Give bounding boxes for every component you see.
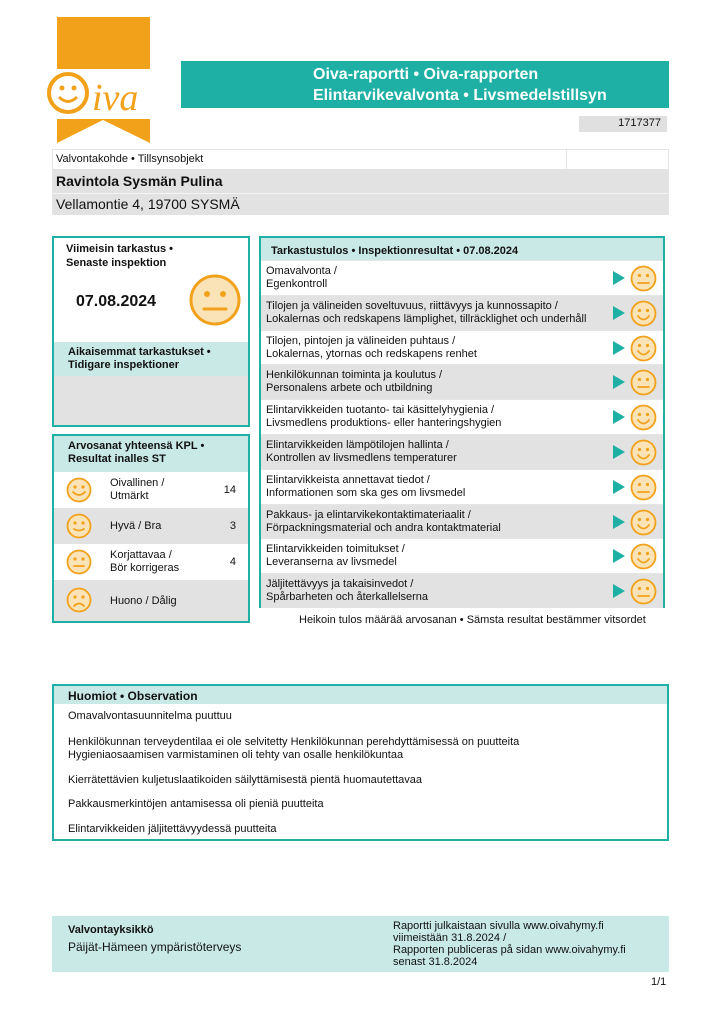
big-smile-face-icon (630, 300, 657, 327)
grade-label-line2: Bör korrigeras (110, 562, 180, 574)
grade-label (110, 520, 220, 533)
play-arrow-icon (613, 271, 625, 285)
observation-line: Kierrätettävien kuljetuslaatikoiden säilyttämisestä pientä huomautettavaa (68, 774, 423, 786)
supervision-unit: Päijät-Hämeen ympäristöterveys (68, 940, 242, 954)
result-label (266, 300, 606, 326)
neutral-face-icon (66, 549, 92, 575)
result-label (266, 509, 606, 535)
result-row (261, 295, 663, 330)
supervision-unit-label: Valvontayksikkö (68, 924, 154, 936)
result-label-fi: Elintarvikkeiden tuotanto- tai käsittelyhygienia / (266, 404, 495, 417)
observations-panel (52, 684, 669, 841)
result-row (261, 399, 663, 434)
observation-line: Omavalvontasuunnitelma puuttuu (68, 710, 232, 722)
svg-text:iva: iva (92, 77, 139, 119)
publication-info (393, 920, 663, 968)
play-arrow-icon (613, 480, 625, 494)
publication-line3: Rapporten publiceras på sidan www.oivahymy.fi (393, 944, 626, 956)
grades-head-line2: Resultat inalles ST (68, 453, 166, 465)
play-arrow-icon (613, 584, 625, 598)
observation-line: Henkilökunnan terveydentilaa ei ole selvitetty Henkilökunnan perehdyttämisessä on puutteita (68, 736, 520, 748)
big-smile-face-icon (66, 477, 92, 503)
result-label (266, 474, 606, 500)
grade-row-good (54, 508, 248, 544)
results-note: Heikoin tulos määrää arvosanan • Sämsta resultat bestämmer vitsordet (299, 614, 646, 626)
grade-label-line1: Huono / Dålig (110, 595, 177, 607)
previous-line2: Tidigare inspektioner (68, 359, 180, 371)
result-label-sv: Kontrollen av livsmedlens temperaturer (266, 452, 457, 464)
big-smile-face-icon (630, 509, 657, 536)
play-arrow-icon (613, 341, 625, 355)
play-arrow-icon (613, 549, 625, 563)
result-label-fi: Tilojen, pintojen ja välineiden puhtaus / (266, 334, 456, 347)
previous-inspections-body (54, 376, 248, 425)
latest-title-line2: Senaste inspektion (66, 257, 167, 269)
result-label-sv: Förpackningsmaterial och andra kontaktmaterial (266, 521, 501, 534)
big-smile-face-icon (630, 439, 657, 466)
grade-label (110, 549, 220, 575)
latest-inspection-title (66, 242, 173, 270)
result-label-sv: Lokalernas, ytornas och redskapens renhet (266, 347, 477, 360)
target-address: Vellamontie 4, 19700 SYSMÄ (53, 193, 668, 215)
result-label (266, 369, 606, 395)
oiva-logo (40, 17, 165, 143)
result-label (266, 335, 606, 361)
grade-label-line2: Utmärkt (110, 490, 149, 502)
play-arrow-icon (613, 410, 625, 424)
previous-inspections-header (54, 342, 248, 376)
result-label-fi: Henkilökunnan toiminta ja koulutus / (266, 369, 443, 382)
latest-title-line1: Viimeisin tarkastus • (66, 243, 173, 255)
result-label (266, 404, 606, 430)
publication-line2: viimeistään 31.8.2024 / (393, 932, 507, 944)
smile-face-icon (66, 513, 92, 539)
result-label-sv: Personalens arbete och utbildning (266, 382, 433, 395)
result-row (261, 469, 663, 504)
result-label-fi: Elintarvikkeiden toimitukset / (266, 543, 405, 556)
grades-header (54, 436, 248, 472)
big-smile-face-icon (630, 404, 657, 431)
grade-row-excellent (54, 472, 248, 508)
result-label-sv: Leveranserna av livsmedel (266, 556, 397, 569)
result-row (261, 330, 663, 365)
grades-summary-panel (52, 434, 250, 623)
play-arrow-icon (613, 375, 625, 389)
neutral-face-icon (630, 474, 657, 501)
observation-line: Hygieniaosaamisen varmistaminen oli tehty van osalle henkilökuntaa (68, 749, 404, 761)
result-label (266, 578, 606, 604)
inspection-target (52, 149, 669, 215)
play-arrow-icon (613, 445, 625, 459)
grade-label (110, 477, 220, 503)
result-row (261, 538, 663, 573)
publication-line4: senast 31.8.2024 (393, 956, 478, 968)
previous-line1: Aikaisemmat tarkastukset • (68, 346, 211, 358)
grade-row-correct (54, 544, 248, 580)
observation-line: Elintarvikkeiden jäljitettävyydessä puutteita (68, 823, 277, 835)
result-label-sv: Egenkontroll (266, 278, 328, 290)
target-label-spacer (566, 150, 668, 169)
observations-header: Huomiot • Observation (54, 686, 667, 704)
result-row (261, 364, 663, 399)
observation-line: Pakkausmerkintöjen antamisessa oli pieniä puutteita (68, 798, 324, 810)
grade-count: 14 (223, 484, 236, 496)
result-row (261, 260, 663, 295)
result-row (261, 504, 663, 539)
header-title-line1: Oiva-raportti • Oiva-rapporten (313, 66, 539, 83)
footer (52, 916, 669, 972)
result-label (266, 439, 606, 465)
play-arrow-icon (613, 515, 625, 529)
grade-label-line1: Oivallinen / (110, 477, 165, 489)
result-label-fi: Jäljitettävyys ja takaisinvedot / (266, 578, 414, 591)
result-label (266, 265, 606, 291)
grade-row-poor (54, 580, 248, 621)
latest-inspection-panel (52, 236, 250, 427)
play-arrow-icon (613, 306, 625, 320)
neutral-face-icon (630, 578, 657, 605)
target-name: Ravintola Sysmän Pulina (53, 169, 668, 193)
result-label-fi: Elintarvikkeista annettavat tiedot / (266, 473, 430, 486)
result-row (261, 434, 663, 469)
neutral-face-icon (630, 265, 657, 292)
grade-label-line1: Korjattavaa / (110, 549, 172, 561)
publication-line1: Raportti julkaistaan sivulla www.oivahymy.fi (393, 920, 604, 932)
result-label-fi: Elintarvikkeiden lämpötilojen hallinta / (266, 439, 449, 451)
result-label-fi: Tilojen ja välineiden soveltuvuus, riittävyys ja kunnossapito / (266, 299, 558, 312)
page-number: 1/1 (651, 976, 667, 988)
target-label: Valvontakohde • Tillsynsobjekt (56, 153, 204, 165)
result-label (266, 543, 606, 569)
result-label-fi: Omavalvonta / (266, 265, 337, 277)
latest-inspection-date: 07.08.2024 (76, 293, 157, 310)
result-label-sv: Livsmedlens produktions- eller hanteringshygien (266, 417, 502, 430)
result-row (261, 573, 663, 608)
result-label-sv: Spårbarheten och återkallelserna (266, 591, 429, 604)
result-label-fi: Pakkaus- ja elintarvikekontaktimateriaalit / (266, 508, 471, 521)
results-header: Tarkastustulos • Inspektionresultat • 07.08.2024 (261, 238, 663, 260)
result-label-sv: Informationen som ska ges om livsmedel (266, 486, 466, 499)
big-smile-face-icon (630, 543, 657, 570)
result-label-sv: Lokalernas och redskapens lämplighet, tillräcklighet och underhåll (266, 312, 587, 325)
header-title-line2: Elintarvikevalvonta • Livsmedelstillsyn (313, 87, 607, 104)
neutral-face-icon (630, 369, 657, 396)
neutral-face-icon (189, 274, 241, 326)
grade-count: 3 (229, 520, 236, 532)
grade-label-line1: Hyvä / Bra (110, 520, 162, 532)
sad-face-icon (66, 587, 92, 613)
grade-count: 4 (229, 556, 236, 568)
report-header (181, 61, 669, 108)
inspection-results-panel (259, 236, 665, 608)
grade-label (110, 595, 220, 608)
report-id: 1717377 (579, 116, 667, 132)
big-smile-face-icon (630, 335, 657, 362)
grades-head-line1: Arvosanat yhteensä KPL • (68, 440, 205, 452)
